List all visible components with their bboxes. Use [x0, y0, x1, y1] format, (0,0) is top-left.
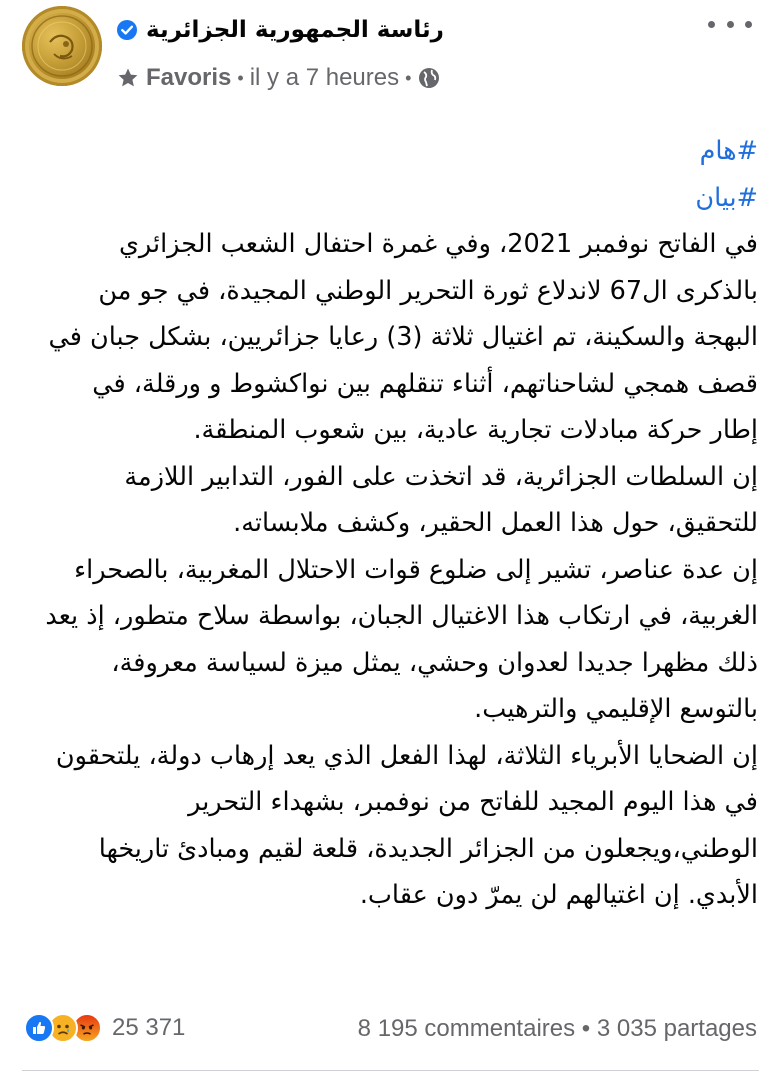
page-avatar[interactable]	[22, 6, 102, 86]
post-paragraph: إن السلطات الجزائرية، قد اتخذت على الفور، التدابير اللازمة للتحقيق، حول هذا العمل الحقير، وكشف ملابساته.	[124, 461, 758, 538]
like-icon	[24, 1013, 54, 1043]
footer-divider	[22, 1070, 759, 1071]
globe-icon[interactable]	[417, 66, 441, 90]
comments-count[interactable]: 8 195 commentaires	[357, 1015, 576, 1042]
post-header	[0, 0, 781, 110]
star-icon	[116, 66, 140, 90]
stats-separator: •	[581, 1015, 591, 1042]
verified-badge-icon	[116, 19, 138, 41]
coin-emblem-icon	[22, 6, 102, 86]
reactions-summary[interactable]	[24, 1013, 185, 1043]
more-dot	[708, 21, 715, 28]
post-footer	[0, 1005, 781, 1055]
reaction-count: 25 371	[112, 1014, 186, 1041]
hashtag-link[interactable]: #هام	[699, 136, 758, 166]
meta-separator: •	[405, 67, 412, 88]
page-name[interactable]: رئاسة الجمهورية الجزائرية	[146, 17, 444, 43]
audience-label: Favoris	[146, 64, 232, 91]
page-title-row	[116, 10, 444, 50]
more-options-icon[interactable]	[708, 10, 752, 38]
meta-separator: •	[237, 67, 244, 88]
shares-count[interactable]: 3 035 partages	[596, 1015, 757, 1042]
post-paragraph: في الفاتح نوفمبر 2021، وفي غمرة احتفال الشعب الجزائري بالذكرى ال67 لاندلاع ثورة التحرير الوطني المجيدة، في جو من البهجة والسكينة، تم اغتيال ثلاثة (3) رعايا جزائريين، بشكل جبان في قصف همجي لشاحناتهم، أثناء تنقلهم بين نواكشوط و ورقلة، في إطار حركة مبادلات تجارية عادية، بين شعوب المنطقة.	[48, 229, 758, 445]
post-paragraph: إن الضحايا الأبرياء الثلاثة، لهذا الفعل الذي يعد إرهاب دولة، يلتحقون في هذا اليوم المجيد للفاتح من نوفمبر، بشهداء التحرير الوطني،ويجعلون من الجزائر الجديدة، قلعة لقيم ومبادئ تاريخها الأبدي. إن اغتيالهم لن يمرّ دون عقاب.	[55, 740, 758, 910]
engagement-stats	[358, 1015, 757, 1043]
post-timestamp[interactable]: il y a 7 heures	[249, 64, 400, 91]
post-meta	[116, 64, 441, 92]
post-paragraph: إن عدة عناصر، تشير إلى ضلوع قوات الاحتلال المغربية، بالصحراء الغربية، في ارتكاب هذا الاغتيال الجبان، بواسطة سلاح متطور، إذ يعد ذلك مظهرا جديدا لعدوان وحشي، يمثل ميزة لسياسة معروفة، بالتوسع الإقليمي والترهيب.	[45, 554, 758, 724]
post-text	[40, 128, 758, 919]
more-dot	[745, 21, 752, 28]
more-dot	[727, 21, 734, 28]
hashtag-link[interactable]: #بيان	[695, 182, 758, 213]
